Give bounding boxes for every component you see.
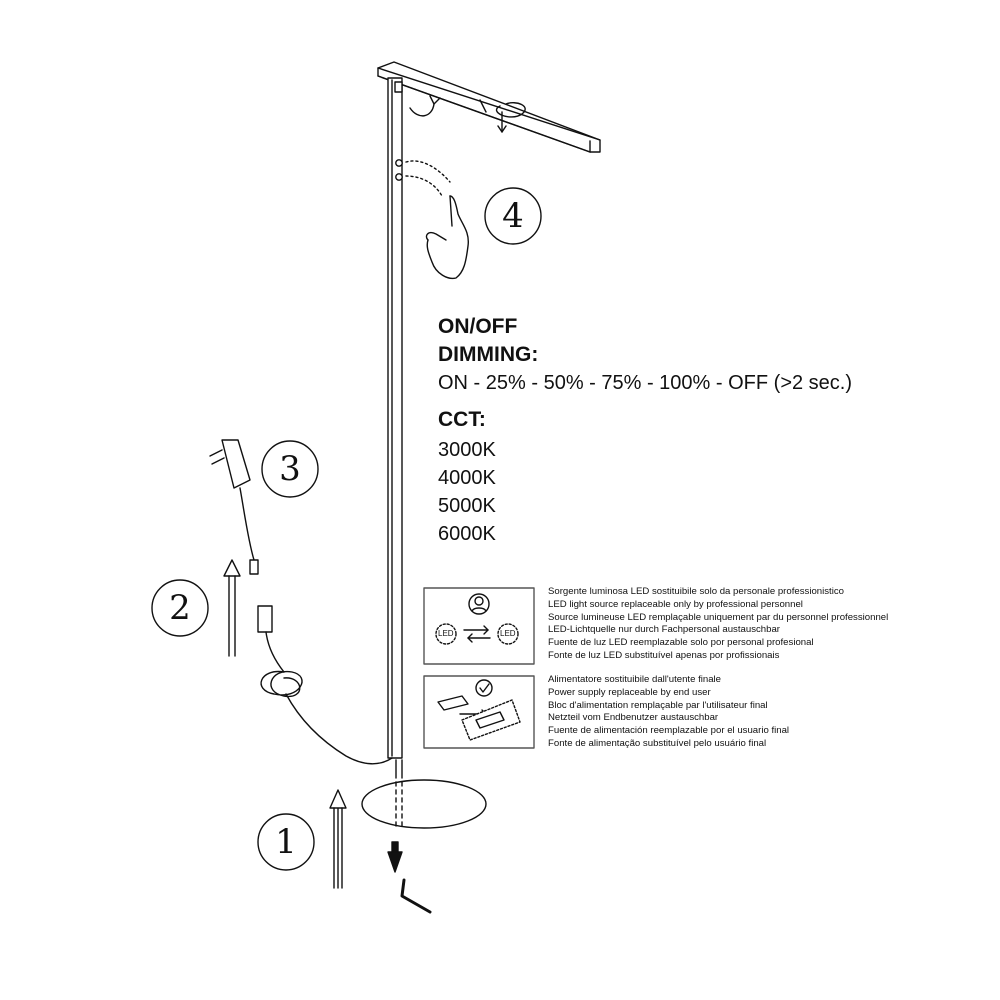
cct-title: CCT:: [438, 408, 486, 431]
led-notice-line: Source lumineuse LED remplaçable uniquement par du personnel professionnel: [548, 611, 889, 623]
power-notice-text: [548, 674, 789, 751]
arrow-up-1: [330, 790, 346, 888]
led-label-right: LED: [500, 629, 516, 638]
led-notice-line: Sorgente luminosa LED sostituibile solo da personale professionistico: [548, 586, 844, 597]
dimming-sequence: ON - 25% - 50% - 75% - 100% - OFF (>2 sec.): [438, 372, 853, 394]
led-notice-panel: [424, 588, 534, 664]
lamp-head: [378, 62, 600, 152]
power-cable: [258, 606, 392, 764]
power-notice-line: Fonte de alimentação substituível pelo usuário final: [548, 737, 767, 749]
led-notice-text: [548, 586, 888, 663]
lamp-pole: [388, 78, 402, 758]
step-number-1: 1: [275, 822, 297, 862]
allen-key-icon: [402, 880, 430, 912]
cct-values: [438, 436, 496, 548]
led-notice-line: Fuente de luz LED reemplazable solo por personal profesional: [548, 637, 814, 649]
power-notice-line: Power supply replaceable by end user: [548, 686, 711, 698]
step-number-2: 2: [169, 588, 191, 628]
touch-hand-icon: [406, 161, 468, 278]
led-notice-line: LED light source replaceable only by professional personnel: [548, 598, 803, 610]
step-number-3: 3: [279, 449, 301, 489]
screw-icon: [388, 842, 402, 872]
cct-value: 4000K: [438, 467, 496, 489]
step-number-4: 4: [502, 196, 524, 236]
led-notice-line: Fonte de luz LED substituível apenas por profissionais: [548, 649, 780, 661]
power-notice-line: Bloc d'alimentation remplaçable par l'utilisateur final: [548, 699, 768, 711]
power-notice-line: Netzteil vom Endbenutzer austauschbar: [548, 712, 719, 724]
arrow-up-2: [224, 560, 240, 656]
power-adapter-icon: [210, 440, 258, 574]
dimming-title: DIMMING:: [438, 343, 539, 366]
cct-value: 5000K: [438, 495, 496, 517]
power-notice-line: Fuente de alimentación reemplazable por el usuario final: [548, 725, 790, 737]
led-notice-line: LED-Lichtquelle nur durch Fachpersonal austauschbar: [548, 624, 780, 636]
lamp-base: [362, 760, 486, 828]
cct-value: 3000K: [438, 439, 496, 461]
cct-value: 6000K: [438, 523, 496, 545]
power-notice-panel: [424, 676, 534, 748]
onoff-title: ON/OFF: [438, 315, 518, 338]
led-label-left: LED: [438, 629, 454, 638]
power-notice-line: Alimentatore sostituibile dall'utente finale: [548, 674, 722, 685]
